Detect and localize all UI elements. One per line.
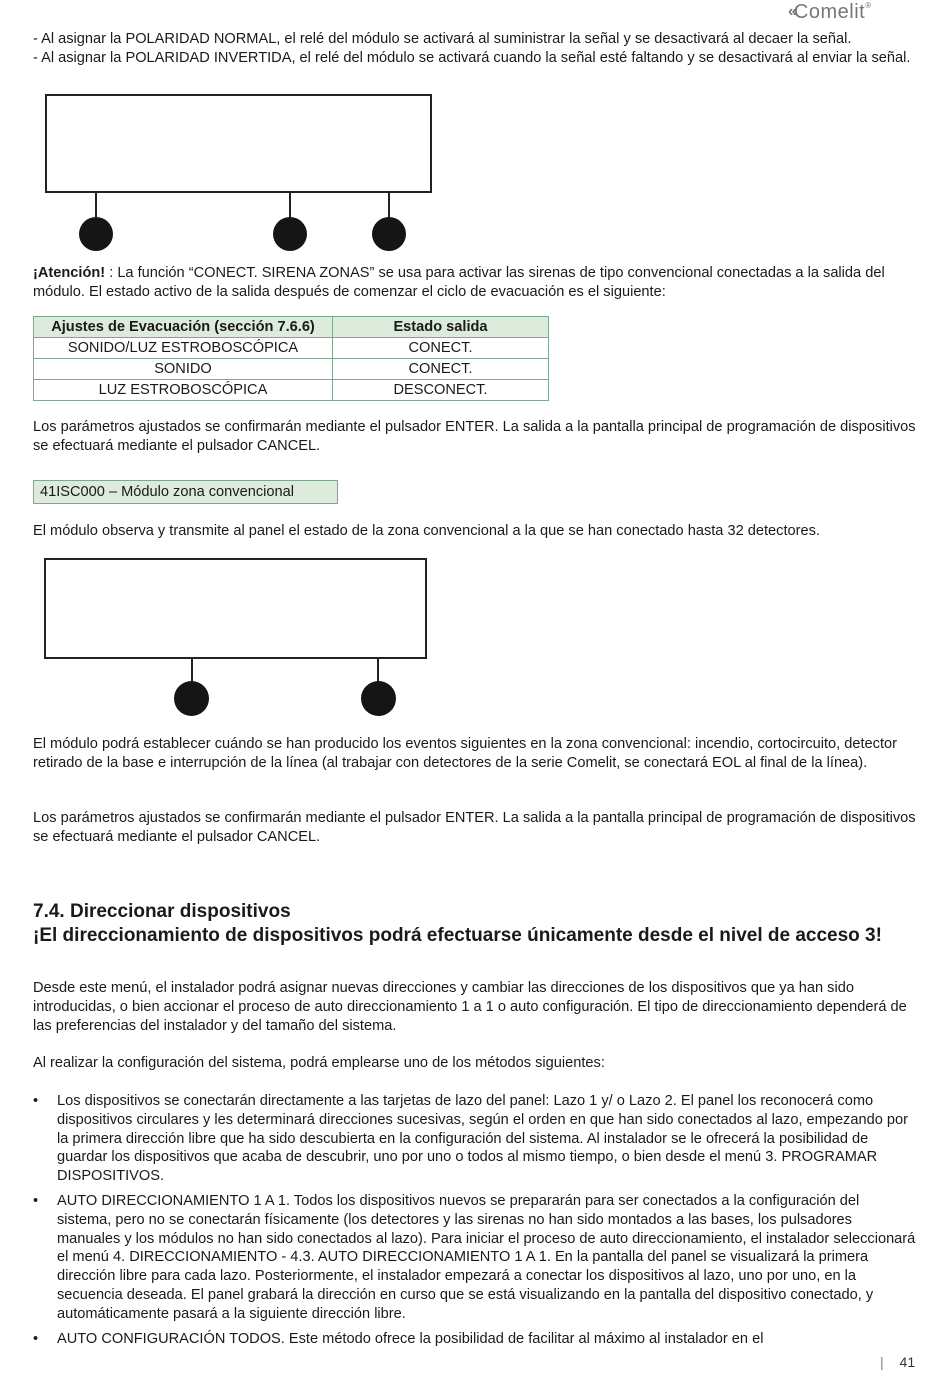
list-item [33, 1192, 917, 1324]
terminal-knob [372, 217, 406, 251]
bullet-icon: • [33, 1192, 39, 1209]
terminal-wire [289, 193, 291, 218]
events-paragraph: El módulo podrá establecer cuándo se han producido los eventos siguientes en la zona convencional: incendio, cortocircuito, detector retirado de la base e interrupción de la línea (al trabajar con detectores de la serie Comelit, se conectará EOL al final de la línea). [33, 736, 898, 771]
intro-normal-polarity: - Al asignar la POLARIDAD NORMAL, el relé del módulo se activará al suministrar la señal y se desactivará al decaer la señal. [33, 31, 852, 47]
module-label: 41ISC000 – Módulo zona convencional [33, 480, 338, 504]
table-cell: SONIDO [34, 359, 333, 380]
table-cell: LUZ ESTROBOSCÓPICA [34, 380, 333, 401]
evacuation-table [33, 316, 549, 401]
confirm-paragraph: Los parámetros ajustados se confirmarán mediante el pulsador ENTER. La salida a la pantalla principal de programación de dispositivos se efectuará mediante el pulsador CANCEL. [33, 419, 916, 454]
table-cell: CONECT. [333, 359, 549, 380]
comelit-logo [788, 2, 871, 22]
bullet-icon: • [33, 1093, 39, 1109]
section-subtitle: ¡El direccionamiento de dispositivos podrá efectuarse únicamente desde el nivel de acceso 3! [33, 925, 882, 946]
module-description: El módulo observa y transmite al panel el estado de la zona convencional a la que se han conectado hasta 32 detectores. [33, 523, 820, 539]
intro-inverted-polarity: - Al asignar la POLARIDAD INVERTIDA, el relé del módulo se activará cuando la señal esté faltando y se desactivará al enviar la señal. [33, 50, 911, 66]
confirm-paragraph: Los parámetros ajustados se confirmarán mediante el pulsador ENTER. La salida a la pantalla principal de programación de dispositivos se efectuará mediante el pulsador CANCEL. [33, 810, 916, 845]
attention-note [33, 264, 917, 302]
column-header-settings: Ajustes de Evacuación (sección 7.6.6) [34, 317, 333, 338]
list-item [33, 1092, 917, 1186]
page-number: 41 [899, 1354, 916, 1370]
registered-mark: ® [865, 1, 872, 10]
page-footer [880, 1354, 915, 1370]
logo-mark: « [788, 3, 793, 20]
list-item-text: AUTO DIRECCIONAMIENTO 1 A 1. Todos los dispositivos nuevos se prepararán para ser conectados a la configuración del sistema, pero no se conectarán físicamente (los detectores y las sirenas no han sido montados a las bases, los pulsadores manuales y los módulos no han sido conectados al lazo). Para iniciar el proceso de auto direccionamiento, el instalador seleccionará el menú 4. DIRECCIONAMIENTO - 4.3. AUTO DIRECCIONAMIENTO 1 A 1. En la pantalla del panel se visualizará la primera dirección libre para cada lazo. Posteriormente, el instalador empezará a conectar los dispositivos al lazo, uno por uno, en la secuencia deseada. El panel grabará la dirección en curso que se está visualizando en la pantalla del dispositivo conectado, y automáticamente pasará a la siguiente dirección libre. [57, 1192, 916, 1322]
column-header-output-state: Estado salida [333, 317, 549, 338]
section-methods-intro: Al realizar la configuración del sistema, podrá emplearse uno de los métodos siguientes: [33, 1055, 605, 1071]
attention-lead: ¡Atención! [33, 265, 106, 281]
terminal-knob [79, 217, 113, 251]
terminal-knob [273, 217, 307, 251]
terminal-wire [388, 193, 390, 218]
bullet-icon: • [33, 1330, 39, 1347]
list-item [33, 1330, 917, 1349]
list-item-text: AUTO CONFIGURACIÓN TODOS. Este método ofrece la posibilidad de facilitar al máximo al instalador en el [57, 1330, 764, 1347]
terminal-knob [174, 681, 209, 716]
footer-separator: | [880, 1354, 884, 1370]
table-cell: DESCONECT. [333, 380, 549, 401]
terminal-knob [361, 681, 396, 716]
terminal-wire [95, 193, 97, 218]
table-cell: CONECT. [333, 338, 549, 359]
table-row [34, 380, 549, 401]
table-row [34, 359, 549, 380]
attention-text: : La función “CONECT. SIRENA ZONAS” se usa para activar las sirenas de tipo convencional conectadas a la salida del módulo. El estado activo de la salida después de comenzar el ciclo de evacuación es el siguiente: [33, 265, 885, 300]
terminal-wire [191, 659, 193, 683]
module-display-box [44, 558, 427, 659]
section-title: 7.4. Direccionar dispositivos [33, 901, 291, 922]
list-item-text: Los dispositivos se conectarán directamente a las tarjetas de lazo del panel: Lazo 1 y/ o Lazo 2. El panel los reconocerá como dispositivos circulares y les determinará direcciones sucesivas, según el orden en que han sido conectados al lazo, empezando por la primera dirección libre que ha sido descubierta en la configuración del sistema. Al instalador se le ofrecerá la posibilidad de guardar los dispositivos que acaba de descubrir, uno por uno o todos al mismo tiempo, o bien desde el menú 3. PROGRAMAR DISPOSITIVOS. [57, 1093, 908, 1185]
module-display-box [45, 94, 432, 193]
section-intro: Desde este menú, el instalador podrá asignar nuevas direcciones y cambiar las direcciones de los dispositivos que ya han sido introducidas, o bien accionar el proceso de auto direccionamiento 1 a 1 o auto configuración. El tipo de direccionamiento dependerá de las preferencias del instalador y del tamaño del sistema. [33, 980, 907, 1034]
terminal-wire [377, 659, 379, 683]
logo-wordmark: Comelit [793, 0, 866, 23]
methods-list [33, 1092, 917, 1354]
table-row [34, 338, 549, 359]
table-header-row [34, 317, 549, 338]
table-cell: SONIDO/LUZ ESTROBOSCÓPICA [34, 338, 333, 359]
